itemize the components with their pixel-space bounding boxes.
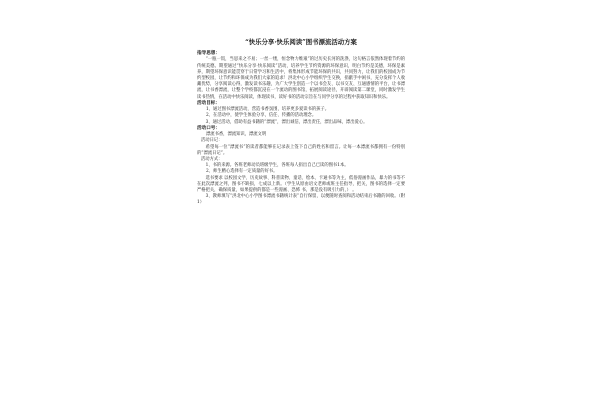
slogan-text: 漂流书香，漂流知识，漂流文明 [206,132,267,138]
diary-label: 活动日记： [201,138,223,144]
document-title: “快乐分享·快乐阅读”图书漂流活动方案 [245,38,357,46]
diary-paragraph: 希望每一位“漂流书”的读者都能够在记录表上签下自己的姓名和留言。让每一本漂流书都拥有一份特别的“漂流日记”。 [197,144,405,156]
slogan-heading: 活动口号： [197,125,220,131]
method-item: 选书要求 以校园文学、历史故事、科普读物、童话、绘本、卡通书等为主，低俗漫画作品，暴力的书等不在此次漂流之列，图书不缺损，七成以上新。（学生从原由语文老师或班主任指导，把关，图书的选择一定要严格把关，确保质量，如果提供的都是一些漫画、恐怖 书，那是没有吸引力的，） 。 [197,175,405,194]
method-label: 活动方式： [201,157,223,163]
document-page [197,38,405,374]
method-item: 2、师生精心选择有一定质量的好书。 [206,169,278,175]
method-item: 1、书的来源。各班老师动员班级学生，各班每人捐出自己已读的图书1本。 [205,163,349,169]
goals-heading: 活动目标： [197,100,220,106]
goal-item: 2、在活动中，使学生体验分享，信任、传播的活动理念。 [206,113,317,119]
goal-item: 3、通过活动，借助有益书籍的“漂流”，漂出诚信，漂出责任，漂出品味，漂出爱心。 [205,119,368,125]
guiding-heading: 指导思想： [197,51,220,56]
goal-item: 1、通过图书漂流活动，营造书香氛围，培养更多爱读书的孩子。 [206,107,330,113]
method-item: 3、教师填写“洪北中心小学图书漂流书籍统计表”自行保留，以便随时查阅和活动结束后书籍的回收。（附 1） [197,194,405,206]
guiding-paragraph: “一瓶一饭，当思来之不易；一丝一缕，恒念物力维艰”的过历史长河的洗涤，这句格言依然体现着节约的传统美德。期望通过“快乐分享·快乐阅读”活动，培养学生节约资源的环保意识，明白节约是美德，环保是素养，期望环保意识能贯穿于日常学习和生活中，将集体形成节能环保的共识，共同努力，让我们的校园成为节约型校园，让节约和环保成为我们大家的追求！洪北中心小学组织学生交换，捐献手中闲书，充分发挥个人收藏优势，分享阅读心得，激发读书乐趣，为广大学生创造一个以书会友、以书交友、互通感情的平台，让书漂流，让书香漂流，让整个学校都沉浸在一个流动的图书馆，拓展阅读途径，开辟阅读第二课堂，同时激发学生读书热情，在活动中快乐阅读，体现读书，读好书的活动宗旨在与同学分享的过程中获取知识和快乐。 [197,57,405,100]
